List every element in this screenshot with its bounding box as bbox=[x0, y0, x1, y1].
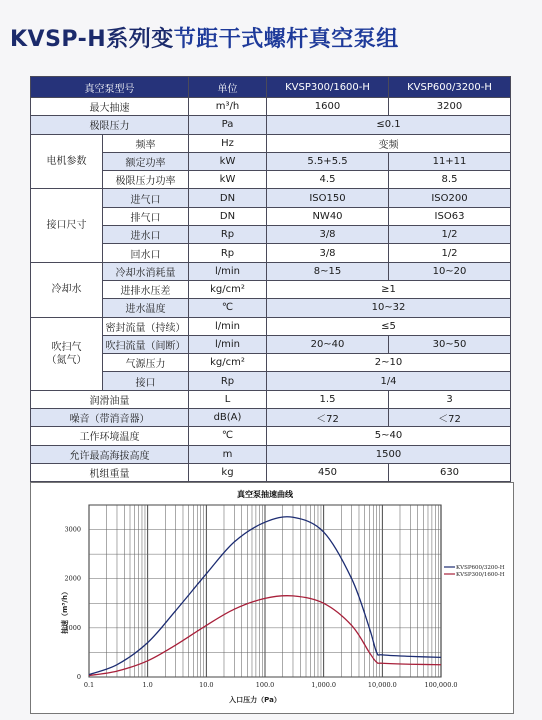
row-label: 进气口 bbox=[103, 189, 189, 207]
row-value-model-2: 3 bbox=[389, 390, 511, 408]
y-axis-label: 抽速（m³/h） bbox=[61, 588, 69, 634]
row-label: 接口 bbox=[103, 372, 189, 390]
table-row bbox=[31, 463, 511, 481]
legend-label-2: KVSP600/3200-H bbox=[456, 565, 505, 571]
header-model: 真空泵型号 bbox=[31, 77, 189, 98]
row-label: 进水口 bbox=[103, 226, 189, 244]
row-value-shared: 10~32 bbox=[267, 299, 511, 317]
row-unit: dB(A) bbox=[189, 409, 267, 427]
y-tick-label: 3000 bbox=[64, 525, 81, 534]
row-unit: kg bbox=[189, 463, 267, 481]
x-tick-label: 10,000.0 bbox=[367, 681, 397, 689]
row-label: 进水温度 bbox=[103, 299, 189, 317]
row-group-label: 电机参数 bbox=[31, 134, 103, 189]
row-value-shared: 变频 bbox=[267, 134, 511, 152]
table-row bbox=[31, 390, 511, 408]
table-row bbox=[31, 134, 511, 152]
table-row bbox=[31, 299, 511, 317]
row-value-model-1: ISO150 bbox=[267, 189, 389, 207]
row-unit: l/min bbox=[189, 262, 267, 280]
row-value-model-2: ISO63 bbox=[389, 207, 511, 225]
row-value-model-2: 1/2 bbox=[389, 244, 511, 262]
row-value-model-1: 5.5+5.5 bbox=[267, 152, 389, 170]
row-value-model-2: 8.5 bbox=[389, 171, 511, 189]
table-row bbox=[31, 317, 511, 335]
row-value-model-2: 30~50 bbox=[389, 335, 511, 353]
row-label: 排气口 bbox=[103, 207, 189, 225]
row-value-model-2: 3200 bbox=[389, 98, 511, 116]
row-value-model-2: ＜72 bbox=[389, 409, 511, 427]
row-unit: kW bbox=[189, 171, 267, 189]
row-value-model-1: NW40 bbox=[267, 207, 389, 225]
row-unit: Pa bbox=[189, 116, 267, 134]
row-value-model-1: 450 bbox=[267, 463, 389, 481]
row-group-label: 接口尺寸 bbox=[31, 189, 103, 262]
header-model-1: KVSP300/1600-H bbox=[267, 77, 389, 98]
x-tick-label: 100,000.0 bbox=[424, 681, 458, 689]
row-value-model-1: 20~40 bbox=[267, 335, 389, 353]
row-label: 极限压力功率 bbox=[103, 171, 189, 189]
table-row bbox=[31, 409, 511, 427]
row-value-model-2: 1/2 bbox=[389, 226, 511, 244]
row-group-label: 吹扫气 （氮气） bbox=[31, 317, 103, 390]
chart-svg bbox=[31, 483, 513, 713]
table-row bbox=[31, 354, 511, 372]
table-row bbox=[31, 189, 511, 207]
row-unit: DN bbox=[189, 189, 267, 207]
table-row bbox=[31, 207, 511, 225]
row-label: 噪音（带消音器） bbox=[31, 409, 189, 427]
row-label: 冷却水消耗量 bbox=[103, 262, 189, 280]
legend-label-1: KVSP300/1600-H bbox=[456, 572, 505, 578]
row-value-model-2: 11+11 bbox=[389, 152, 511, 170]
table-row bbox=[31, 226, 511, 244]
row-label: 润滑油量 bbox=[31, 390, 189, 408]
table-row bbox=[31, 335, 511, 353]
page-title bbox=[10, 22, 399, 53]
table-row bbox=[31, 427, 511, 445]
row-label: 极限压力 bbox=[31, 116, 189, 134]
x-axis-label: 入口压力（Pa） bbox=[229, 696, 281, 704]
row-label: 允许最高海拔高度 bbox=[31, 445, 189, 463]
row-label: 最大抽速 bbox=[31, 98, 189, 116]
spec-table bbox=[30, 76, 511, 501]
row-label: 频率 bbox=[103, 134, 189, 152]
row-value-model-1: ＜72 bbox=[267, 409, 389, 427]
row-value-model-2: 630 bbox=[389, 463, 511, 481]
table-row bbox=[31, 152, 511, 170]
table-row bbox=[31, 116, 511, 134]
y-tick-label: 0 bbox=[76, 673, 81, 681]
row-unit: L bbox=[189, 390, 267, 408]
x-tick-label: 1,000.0 bbox=[311, 681, 337, 689]
row-unit: ℃ bbox=[189, 299, 267, 317]
row-unit: kW bbox=[189, 152, 267, 170]
row-value-model-1: 4.5 bbox=[267, 171, 389, 189]
row-value-shared: 1500 bbox=[267, 445, 511, 463]
row-unit: Rp bbox=[189, 372, 267, 390]
row-unit: m bbox=[189, 445, 267, 463]
table-row bbox=[31, 280, 511, 298]
row-unit: ℃ bbox=[189, 427, 267, 445]
table-row bbox=[31, 244, 511, 262]
row-unit: DN bbox=[189, 207, 267, 225]
header-unit: 单位 bbox=[189, 77, 267, 98]
row-value-shared: 2~10 bbox=[267, 354, 511, 372]
table-row bbox=[31, 445, 511, 463]
row-unit: Hz bbox=[189, 134, 267, 152]
y-tick-label: 2000 bbox=[64, 574, 81, 583]
table-row bbox=[31, 372, 511, 390]
row-label: 额定功率 bbox=[103, 152, 189, 170]
row-unit: kg/cm² bbox=[189, 354, 267, 372]
title-accent: 节距干式螺杆真空泵组 bbox=[173, 27, 399, 52]
row-value-model-1: 8~15 bbox=[267, 262, 389, 280]
row-value-model-1: 3/8 bbox=[267, 244, 389, 262]
row-value-shared: ≤5 bbox=[267, 317, 511, 335]
table-row bbox=[31, 262, 511, 280]
row-value-shared: 5~40 bbox=[267, 427, 511, 445]
row-label: 进排水压差 bbox=[103, 280, 189, 298]
row-value-model-1: 1.5 bbox=[267, 390, 389, 408]
header-model-2: KVSP600/3200-H bbox=[389, 77, 511, 98]
x-tick-label: 10.0 bbox=[199, 681, 214, 689]
chart-title: 真空泵抽速曲线 bbox=[237, 489, 293, 499]
row-label: 回水口 bbox=[103, 244, 189, 262]
row-unit: Rp bbox=[189, 244, 267, 262]
x-tick-label: 0.1 bbox=[83, 681, 95, 689]
row-group-label: 冷却水 bbox=[31, 262, 103, 317]
row-label: 机组重量 bbox=[31, 463, 189, 481]
row-unit: l/min bbox=[189, 317, 267, 335]
x-tick-label: 1.0 bbox=[142, 681, 153, 689]
row-label: 吹扫流量（间断） bbox=[103, 335, 189, 353]
x-tick-label: 100.0 bbox=[255, 681, 275, 689]
row-unit: m³/h bbox=[189, 98, 267, 116]
row-value-model-1: 1600 bbox=[267, 98, 389, 116]
row-value-shared: ≤0.1 bbox=[267, 116, 511, 134]
pumping-speed-chart bbox=[30, 482, 514, 714]
row-value-model-1: 3/8 bbox=[267, 226, 389, 244]
row-unit: Rp bbox=[189, 226, 267, 244]
row-value-shared: 1/4 bbox=[267, 372, 511, 390]
row-unit: kg/cm² bbox=[189, 280, 267, 298]
row-label: 气源压力 bbox=[103, 354, 189, 372]
y-tick-label: 1000 bbox=[64, 623, 81, 632]
row-label: 工作环境温度 bbox=[31, 427, 189, 445]
title-series: 系列变 bbox=[106, 27, 174, 52]
title-model: KVSP-H bbox=[10, 27, 107, 52]
row-value-model-2: 10~20 bbox=[389, 262, 511, 280]
spec-table-body bbox=[31, 98, 511, 501]
row-value-model-2: ISO200 bbox=[389, 189, 511, 207]
table-header-row bbox=[31, 77, 511, 98]
row-label: 密封流量（持续） bbox=[103, 317, 189, 335]
row-unit: l/min bbox=[189, 335, 267, 353]
row-value-shared: ≥1 bbox=[267, 280, 511, 298]
table-row bbox=[31, 171, 511, 189]
table-row bbox=[31, 98, 511, 116]
